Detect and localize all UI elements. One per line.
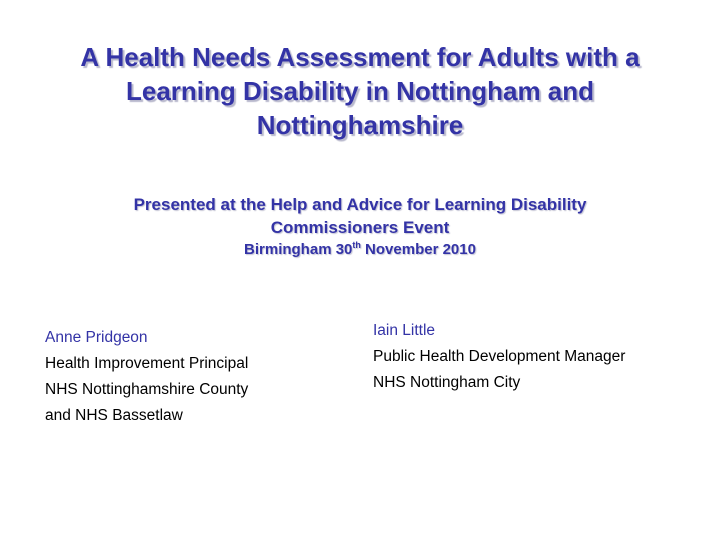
author-block-left bbox=[45, 325, 345, 429]
event-date bbox=[40, 239, 680, 261]
slide-subtitle bbox=[40, 193, 680, 261]
event-date-prefix: Birmingham 30 bbox=[244, 241, 353, 258]
event-date-ordinal: th bbox=[352, 240, 361, 250]
author-name: Iain Little bbox=[373, 322, 436, 339]
author-role: Health Improvement Principal bbox=[45, 355, 249, 372]
author-organization-cont: and NHS Bassetlaw bbox=[45, 407, 183, 424]
author-block-right bbox=[373, 318, 703, 396]
author-organization: NHS Nottingham City bbox=[373, 374, 521, 391]
slide-title: A Health Needs Assessment for Adults with a Learning Disability in Nottingham and Nottinghamshire bbox=[80, 42, 640, 140]
event-date-rest: November 2010 bbox=[360, 241, 476, 258]
author-organization: NHS Nottinghamshire County bbox=[45, 381, 249, 398]
subtitle-line-1: Presented at the Help and Advice for Learning Disability bbox=[133, 195, 587, 214]
author-name: Anne Pridgeon bbox=[45, 329, 148, 346]
subtitle-line-2: Commissioners Event bbox=[270, 218, 450, 237]
author-role: Public Health Development Manager bbox=[373, 348, 626, 365]
